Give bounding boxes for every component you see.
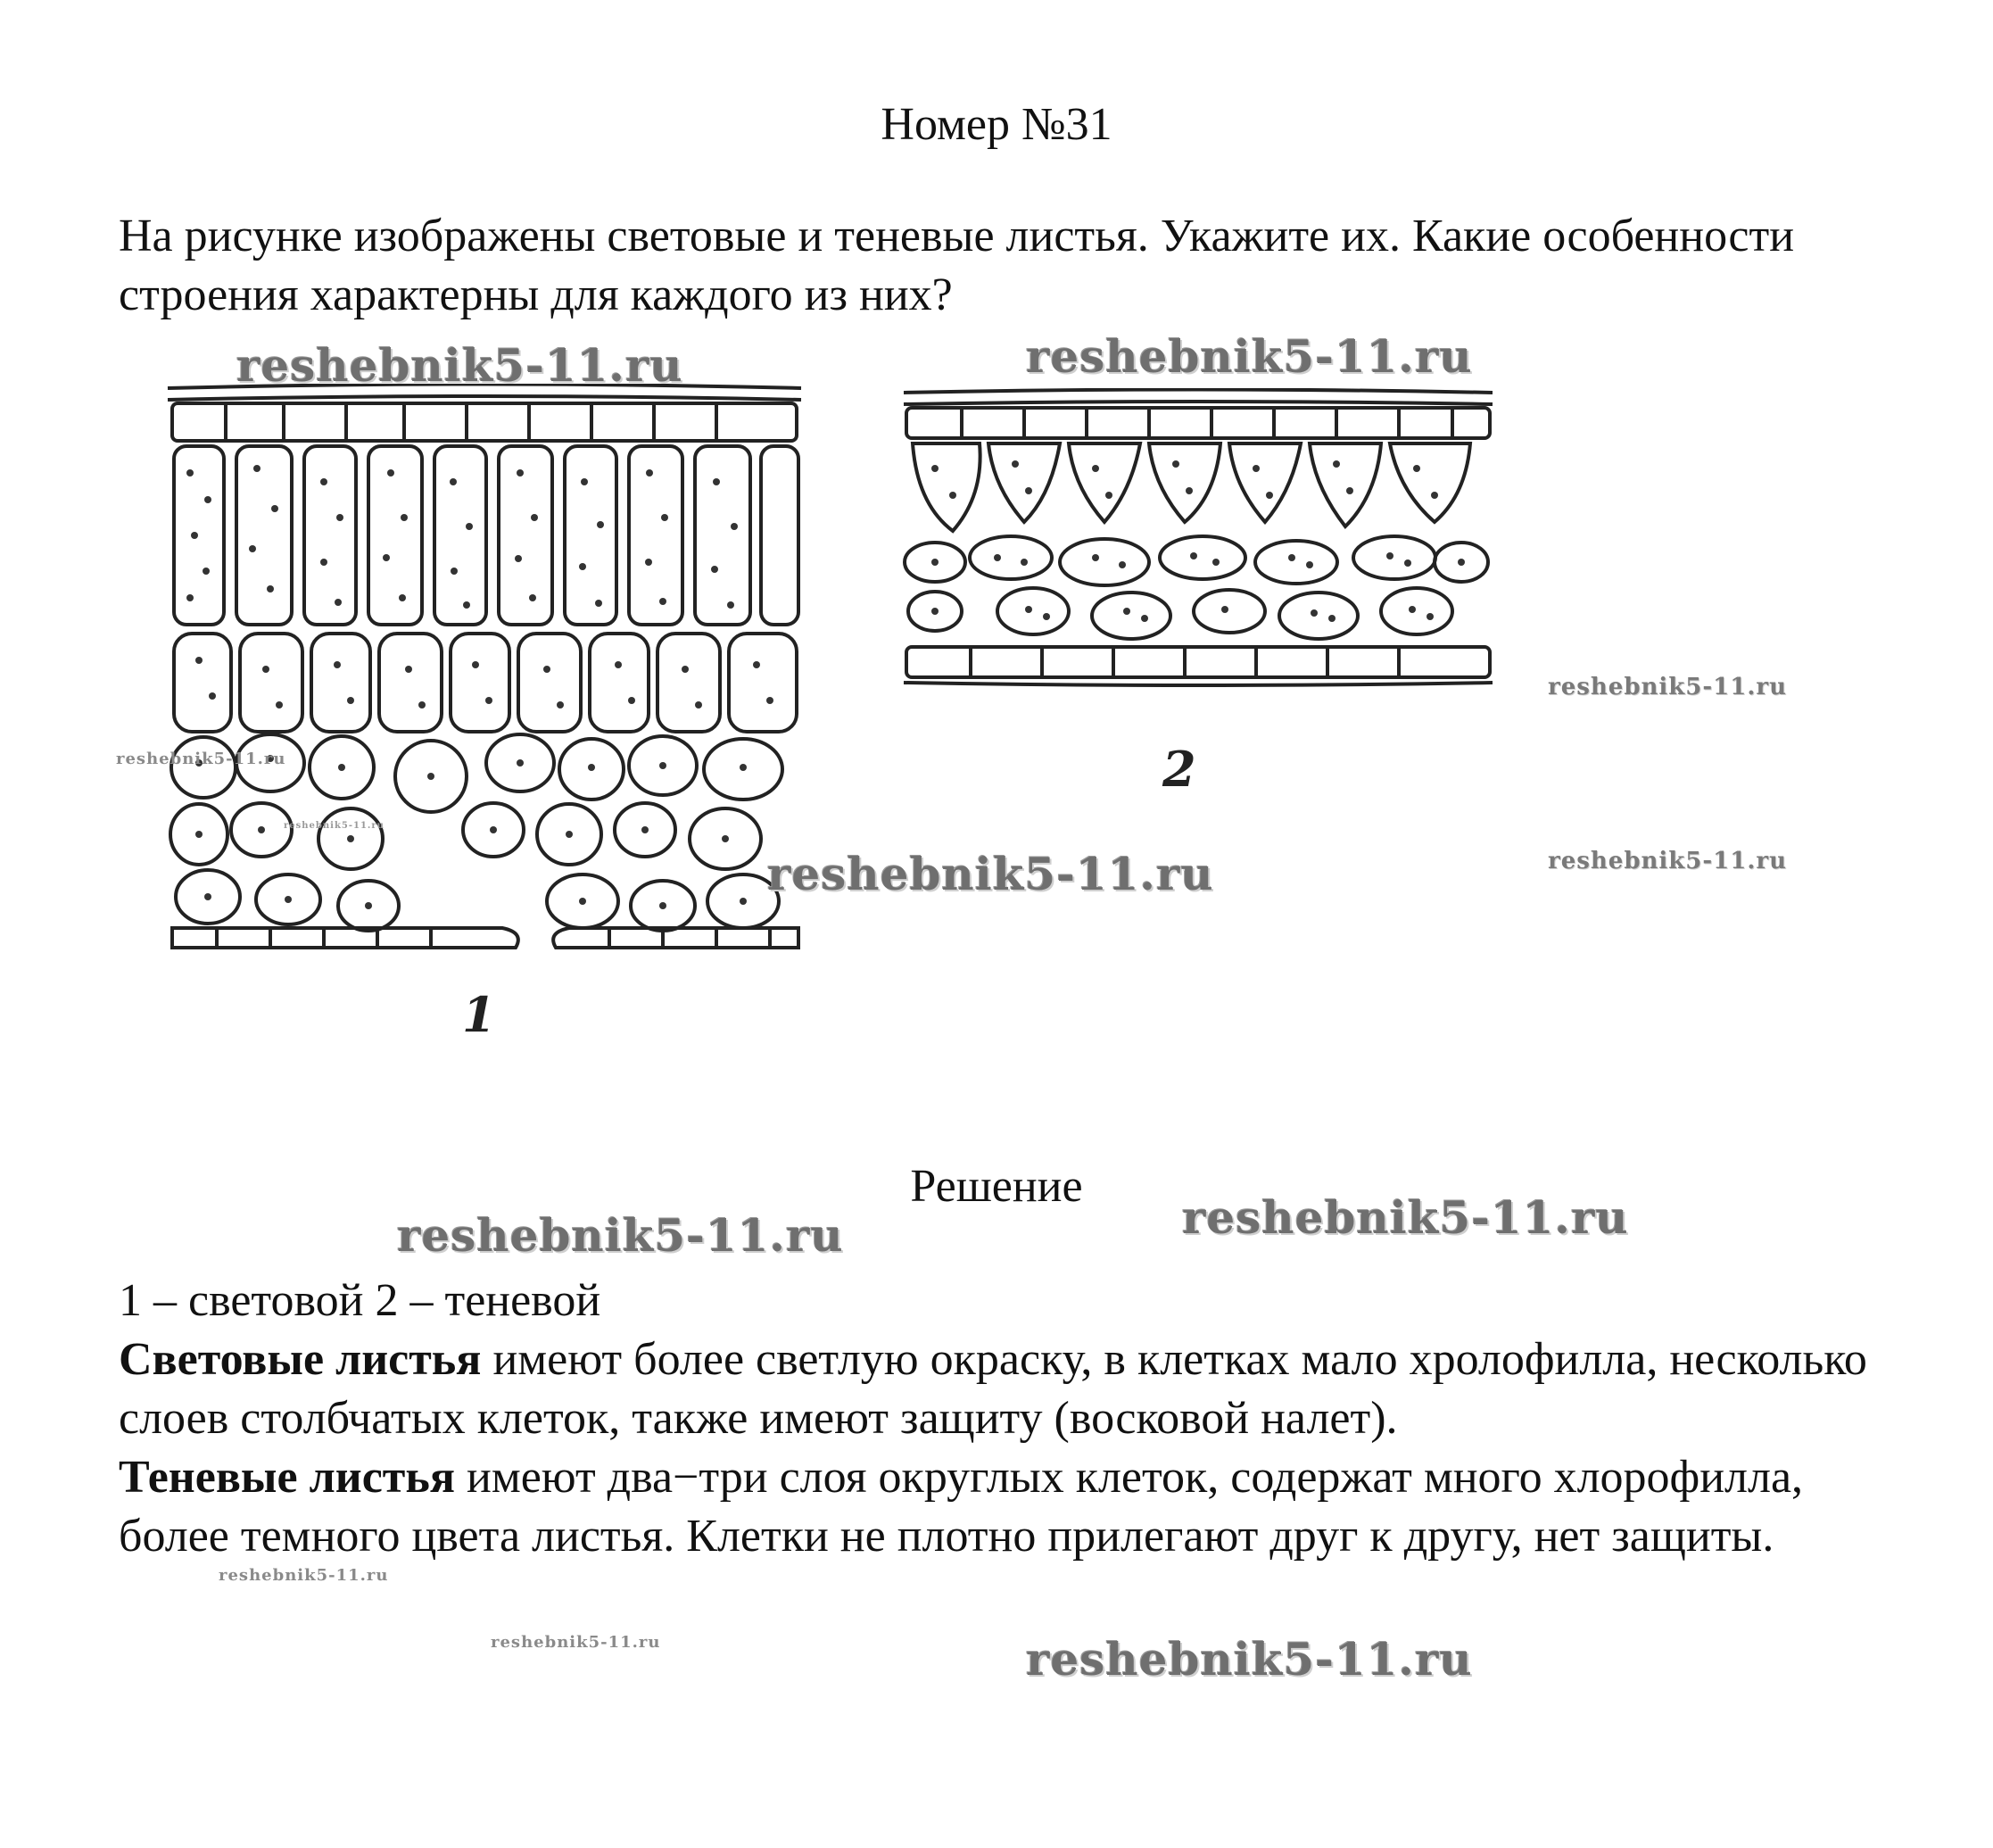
light-leaves-term: Световые листья xyxy=(119,1334,482,1385)
shade-leaf-cross-section xyxy=(899,388,1497,700)
page-title: Номер №31 xyxy=(881,99,1112,150)
solution-heading: Решение xyxy=(910,1161,1083,1212)
figure-label-2: 2 xyxy=(1162,741,1196,798)
watermark: reshebnik5-11.ru xyxy=(767,848,1214,900)
shade-leaves-paragraph xyxy=(119,1448,1894,1566)
watermark: reshebnik5-11.ru xyxy=(1026,330,1473,383)
light-leaf-cross-section xyxy=(163,384,806,955)
watermark: reshebnik5-11.ru xyxy=(1548,674,1788,700)
watermark: reshebnik5-11.ru xyxy=(284,821,385,831)
light-leaves-text: имеют более светлую окраску, в клетках мало хролофилла, несколько слоев столбчатых клеток, также имеют защиту (восковой налет). xyxy=(119,1334,1867,1444)
question-text: На рисунке изображены световые и теневые листья. Укажите их. Какие особенности строения характерны для каждого из них? xyxy=(119,211,1795,320)
answer-line: 1 – световой 2 – теневой xyxy=(119,1275,601,1326)
watermark: reshebnik5-11.ru xyxy=(236,339,683,392)
light-leaves-paragraph xyxy=(119,1330,1894,1448)
watermark: reshebnik5-11.ru xyxy=(1026,1633,1473,1686)
watermark: reshebnik5-11.ru xyxy=(116,750,286,768)
watermark: reshebnik5-11.ru xyxy=(1182,1191,1629,1244)
figure-area xyxy=(119,335,1519,1102)
figure-label-1: 1 xyxy=(462,986,496,1043)
watermark: reshebnik5-11.ru xyxy=(397,1209,844,1262)
watermark: reshebnik5-11.ru xyxy=(1548,848,1788,874)
watermark: reshebnik5-11.ru xyxy=(491,1633,661,1652)
watermark: reshebnik5-11.ru xyxy=(219,1566,389,1585)
shade-leaves-term: Теневые листья xyxy=(119,1452,455,1503)
answer-block xyxy=(119,1272,1894,1566)
shade-leaves-text: имеют два−три слоя округлых клеток, содержат много хлорофилла, более темного цвета листья. Клетки не плотно прилегают друг к другу, нет защиты. xyxy=(119,1452,1804,1562)
